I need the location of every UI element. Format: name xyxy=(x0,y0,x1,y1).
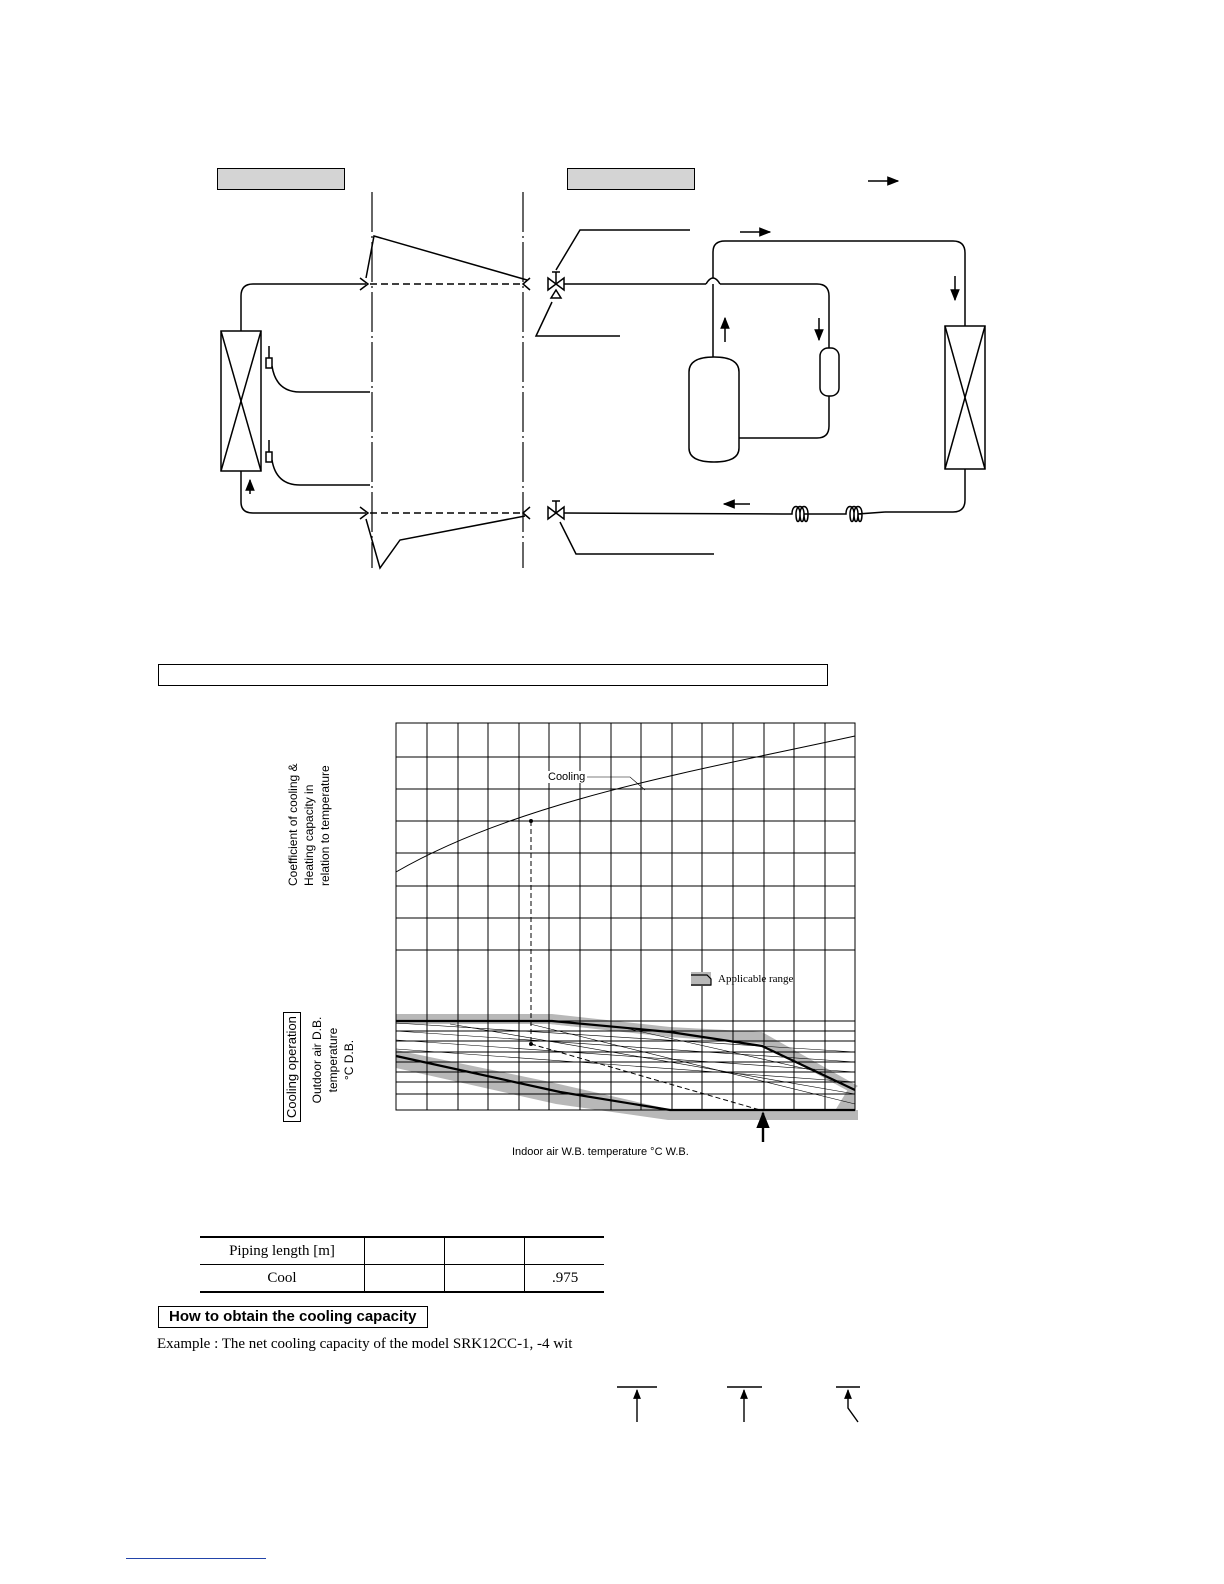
cooling-operation-label: Cooling operation xyxy=(283,1012,301,1122)
table-cell xyxy=(445,1265,525,1293)
table-cell xyxy=(525,1237,605,1265)
example-point-lower xyxy=(529,1042,533,1046)
table-cell: Piping length [m] xyxy=(200,1237,365,1265)
howto-title: How to obtain the cooling capacity xyxy=(158,1306,428,1328)
cooling-leader xyxy=(587,777,645,790)
table-cell xyxy=(365,1237,445,1265)
y-axis-label-upper-line1: Coefficient of cooling & xyxy=(286,763,300,886)
thermistor-upper xyxy=(266,346,370,392)
example-point-upper xyxy=(529,819,533,823)
y-axis-label-lower-line2: temperature xyxy=(326,1027,340,1093)
compressor xyxy=(689,357,739,462)
table-cell xyxy=(445,1237,525,1265)
y-axis-label-lower-line1: Outdoor air D.B. xyxy=(310,1016,324,1104)
cooling-curve-label: Cooling xyxy=(548,771,586,783)
x-axis-label: Indoor air W.B. temperature °C W.B. xyxy=(512,1146,689,1158)
table-row xyxy=(200,1237,604,1265)
thermistor-lower xyxy=(266,440,370,485)
legend-label: Applicable range xyxy=(718,973,794,985)
y-axis-label-lower-line3: °C D.B. xyxy=(342,1039,356,1081)
y-axis-label-upper-line3: relation to temperature xyxy=(318,765,332,886)
service-valve-liquid xyxy=(548,501,564,519)
table-row xyxy=(200,1265,604,1293)
service-valve-gas xyxy=(548,272,564,298)
up-arrow-icon xyxy=(848,1390,858,1422)
table-cell xyxy=(365,1265,445,1293)
refrigerant-circuit-diagram xyxy=(0,0,1224,600)
piping-length-table xyxy=(200,1236,604,1293)
section-title-bar xyxy=(158,664,828,686)
outdoor-heat-exchanger xyxy=(945,326,985,469)
table-cell: Cool xyxy=(200,1265,365,1293)
applicable-range-legend-icon xyxy=(691,972,711,986)
chart-grid xyxy=(396,723,855,1110)
y-axis-label-upper-line2: Heating capacity in xyxy=(302,784,316,886)
accumulator xyxy=(820,348,839,396)
capacity-correction-chart xyxy=(0,700,1224,1180)
indoor-heat-exchanger xyxy=(221,331,261,471)
capillary-tube xyxy=(782,507,885,522)
example-text: Example : The net cooling capacity of the model SRK12CC-1, -4 wit xyxy=(157,1336,573,1352)
formula-arrows xyxy=(600,1378,880,1428)
table-cell: .975 xyxy=(525,1265,605,1293)
cooling-curve xyxy=(396,736,855,872)
footer-rule xyxy=(126,1558,266,1559)
